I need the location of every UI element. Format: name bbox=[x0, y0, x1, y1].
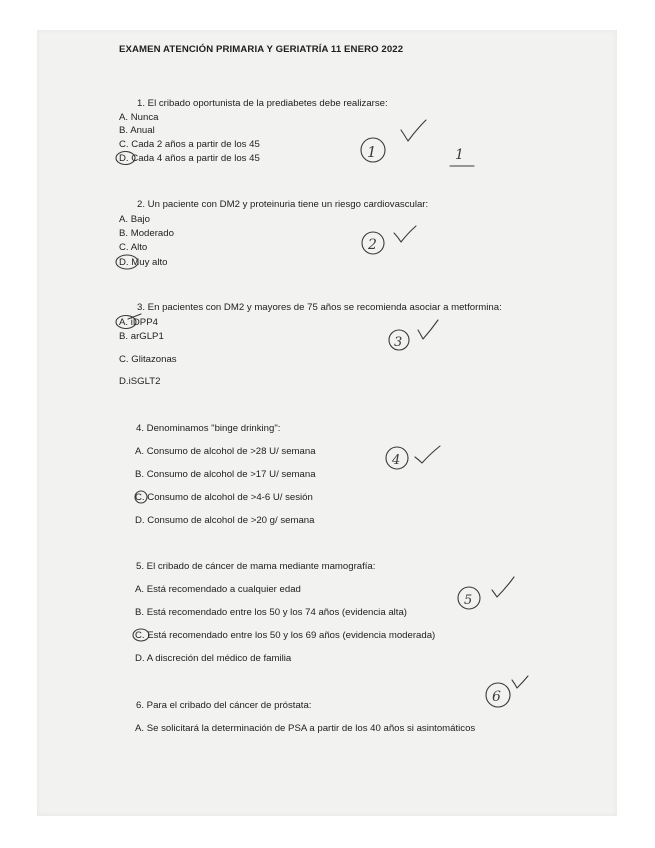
question-3-option-b: B. arGLP1 bbox=[119, 331, 164, 342]
check-mark-q6 bbox=[512, 676, 528, 688]
question-3-option-c: C. Glitazonas bbox=[119, 354, 177, 365]
question-4-option-a: A. Consumo de alcohol de >28 U/ semana bbox=[135, 446, 316, 457]
hand-number-q4: 4 bbox=[392, 453, 401, 468]
question-5-option-a: A. Está recomendado a cualquier edad bbox=[135, 584, 301, 595]
question-6-stem: 6. Para el cribado del cáncer de próstata: bbox=[136, 700, 312, 711]
exam-title: EXAMEN ATENCIÓN PRIMARIA Y GERIATRÍA 11 ENERO 2022 bbox=[119, 44, 404, 55]
question-3-stem: 3. En pacientes con DM2 y mayores de 75 años se recomienda asociar a metformina: bbox=[137, 302, 502, 313]
question-3-option-a: A. iDPP4 bbox=[119, 317, 158, 328]
question-2-option-c: C. Alto bbox=[119, 242, 148, 253]
question-1-stem: 1. El cribado oportunista de la prediabetes debe realizarse: bbox=[137, 98, 388, 109]
question-1-option-b: B. Anual bbox=[119, 125, 155, 136]
hand-number-q6: 6 bbox=[492, 689, 501, 705]
question-4-option-c: C. Consumo de alcohol de >4-6 U/ sesión bbox=[135, 492, 313, 503]
question-4-option-b: B. Consumo de alcohol de >17 U/ semana bbox=[135, 469, 316, 480]
question-4-stem: 4. Denominamos "binge drinking": bbox=[136, 423, 281, 434]
check-mark-q1 bbox=[401, 120, 426, 141]
question-3-option-d: D.iSGLT2 bbox=[119, 376, 161, 387]
hand-number-q1: 1 bbox=[367, 143, 377, 161]
answer-circle-q5 bbox=[133, 629, 149, 641]
question-4-option-d: D. Consumo de alcohol de >20 g/ semana bbox=[135, 515, 315, 526]
question-1-option-c: C. Cada 2 años a partir de los 45 bbox=[119, 139, 260, 150]
hand-number-q2: 2 bbox=[368, 237, 377, 253]
question-5-stem: 5. El cribado de cáncer de mama mediante mamografía: bbox=[136, 561, 376, 572]
check-mark-q5 bbox=[492, 577, 514, 597]
question-2-option-d: D. Muy alto bbox=[119, 257, 168, 268]
hand-number-q5: 5 bbox=[464, 593, 473, 608]
answer-circle-q4 bbox=[135, 491, 147, 503]
question-1-option-d: D. Cada 4 años a partir de los 45 bbox=[119, 153, 260, 164]
question-5-option-c: C. Está recomendado entre los 50 y los 69 años (evidencia moderada) bbox=[135, 630, 436, 641]
answer-circle-q1 bbox=[116, 152, 135, 165]
check-mark-q2 bbox=[394, 226, 416, 242]
check-mark-q3 bbox=[418, 320, 438, 339]
hand-number-q3: 3 bbox=[394, 335, 403, 350]
answer-circle-q2 bbox=[116, 255, 138, 269]
question-2-option-b: B. Moderado bbox=[119, 228, 174, 239]
question-1-option-a: A. Nunca bbox=[119, 112, 159, 123]
question-5-option-d: D. A discreción del médico de familia bbox=[135, 653, 292, 664]
check-mark-q4 bbox=[415, 446, 440, 463]
question-5-option-b: B. Está recomendado entre los 50 y los 74 años (evidencia alta) bbox=[135, 607, 407, 618]
question-2-option-a: A. Bajo bbox=[119, 214, 150, 225]
question-2-stem: 2. Un paciente con DM2 y proteinuria tiene un riesgo cardiovascular: bbox=[137, 199, 429, 210]
margin-note: 1 bbox=[455, 147, 464, 163]
question-6-option-a: A. Se solicitará la determinación de PSA a partir de los 40 años si asintomáticos bbox=[135, 723, 476, 734]
